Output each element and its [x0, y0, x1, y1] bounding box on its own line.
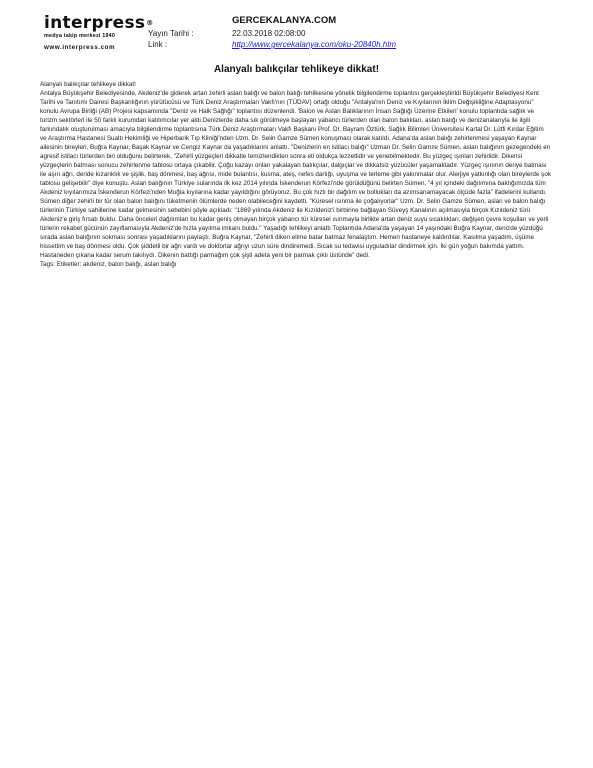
article-lead: Alanyalı balıkçılar tehlikeye dikkat!	[40, 81, 136, 88]
source-link[interactable]: http://www.gercekalanya.com/oku-20840h.htm	[232, 40, 397, 49]
date-label: Yayın Tarihi :	[148, 29, 194, 38]
document-header	[44, 14, 564, 56]
logo-registered-mark: ®	[146, 19, 154, 27]
article-content	[40, 80, 552, 269]
link-label: Link :	[148, 40, 168, 49]
date-value: 22.03.2018 02:08:00	[232, 29, 306, 38]
logo-url: www.interpress.com	[44, 44, 116, 51]
article-title: Alanyalı balıkçılar tehlikeye dikkat!	[213, 64, 380, 75]
meta-values	[232, 14, 396, 50]
logo-word: interpress	[44, 13, 146, 33]
article-tags: Tags: Etiketler: akdeniz, balon balığı, aslan balığı	[40, 261, 177, 268]
logo-tagline: medya takip merkezi 1940	[44, 33, 116, 39]
logo-wordmark	[44, 13, 154, 33]
meta-labels	[148, 28, 194, 50]
article-body: Antalya Büyükşehir Belediyesinde, Akdeniz'de giderek artan zehirli aslan balığı ve balon balığı tehlikesine yönelik bilgilendirme toplantısı gerçekleştirildi Büyükşehir Belediyesi Kent Tarihi ve Tanıtımı Dairesi Başkanlığının yürütücüsü ve Türk Deniz Araştırmaları Vakfı'nın (TÜDAV) ortağı olduğu "Antalya'nın Deniz ve Kıyılarının İklim Değişikliğine Adaptasyonu" konulu Avrupa Birliği (AB) Projesi kapsamında "Deniz ve Halk Sağlığı" toplantısı düzenlendi. 'Balon ve Aslan Balıklarının İnsan Sağlığı Üzerine Etkileri' konulu toplantıda sağlık ve turizm sektörleri ile 50 farklı kurumdan katılımcılar yer aldı.Denizlerde daha sık görülmeye başlayan yabancı türlerden olan balon balıkları, aslan balığı ve denizanalarıyla ile ilgili farkındalık oluşturulması amacıyla bilgilendirme toplantısına Türk Deniz Araştırmaları Vakfı Başkanı Prof. Dr. Bayram Öztürk, Sağlık Bilimleri Üniversitesi Kartal Dr. Lütfi Kırdar Eğitim ve Araştırma Hastanesi Sualtı Hekimliği ve Hiperbarik Tıp Kliniği'nden Uzm. Dr. Selin Gamze Sümen konuşmacı olarak katıldı. Adana'da aslan balığı zehirlenmesi yaşayan Kaynar ailesinin bireyleri, Buğra Kaynar, Başak Kaynar ve Cengiz Kaynar da yaşadıklarını anlattı. "Denizlerin en istilacı balığı" Uzman Dr. Selin Gamze Sümen, aslan balığının gezegendeki en agresif istilacı türlerden biri olduğunu belirterek, "Zehirli yüzgeçleri dikkatle temizlendikten sonra eti oldukça lezzetlidir ve yenebilmektedir. Bu yüzgeç ışınları zehirlidir. Dikensi yüzgeçlerin batması sonucu zehirlenme tablosu ortaya çıkabilir. Çoğu kazayı onları yakalayan balıkçılar, dalgıçlar ve dikkatsiz yüzücüler yaşamaktadır. Yüzgeç ışınının deriye batması ile aşırı ağrı, deride kızarıklık ve şişlik, baş dönmesi, baş ağrısı, mide bulantısı, kusma, ateş, nefes darlığı, uyuşma ve terleme gibi yakınmalar olur. Alerjiye yatkınlığı olan bireylerde şok tablosu gelişebilir" diye konuştu. Aslan balığının Türkiye sularında ilk kez 2014 yılında İskenderun Körfezi'nde görüldüğünü belirten Sümen, "4 yıl içindeki dağılımına baktığımızda tüm Akdeniz kıyılarımıza İskenderun Körfezi'nden Muğla kıyılarına kadar yayıldığını görüyoruz. Bu çok hızlı bir dağılım ve bollukları da azımsanamayacak ölçüde fazla" ifadelerini kullandı. Sümen diğer zehirli bir tür olan balon balığını tüketmenin ölümlerde neden olabileceğini kaydetti. "Küresel ısınma ile çoğalıyorlar" Uzm. Dr. Selin Gamze Sümen, aslan ve balon balığı türlerinin Türkiye sahillerine kadar gelmesinin sebebini şöyle açıkladı: "1869 yılında Akdeniz ile Kızıldeniz'i birbirine bağlayan Süveyş Kanalının açılmasıyla birçok Kızıldeniz türü Akdeniz'e giriş fırsatı buldu. Daha önceleri dağılımları bu kadar geniş olmayan birçok yabancı tür küresel ısınmayla birlikte artan deniz suyu sıcaklıkları, değişen çevre koşulları ve yerli türlerin rekabet gücünün zayıflamasıyla Akdeniz'de hızla yayılma imkanı buldu." Yaşadığı tehlikeyi anlattı Toplantıda Adana'da yaşayan 14 yaşındaki Buğra Kaynar, denizde yüzdüğü sırada aslan balığının sokması sonrası yaşadıklarını paylaştı. Buğra Kaynar, "Zehirli diken elime batar batmaz fenalaştım. Hemen hastaneye kaldırdılar. Kasılma yaşadım, üşüme hissettim ve baş dönmesi oldu. Çok şiddetli bir ağrı vardı ve doktorlar ağrıyı uzun süre dindiremedi. Sıcak su tedavisi uyguladılar dindirmek için. İki gün yoğun bakımda yattım. Hastaneden çıkana kadar serum takılıydı. Dikenin battığı parmağım çok şişti adeta yeni bir parmak çıktı üstünde" dedi.	[40, 90, 551, 259]
interpress-logo	[44, 13, 154, 52]
site-name: GERCEKALANYA.COM	[232, 15, 337, 26]
